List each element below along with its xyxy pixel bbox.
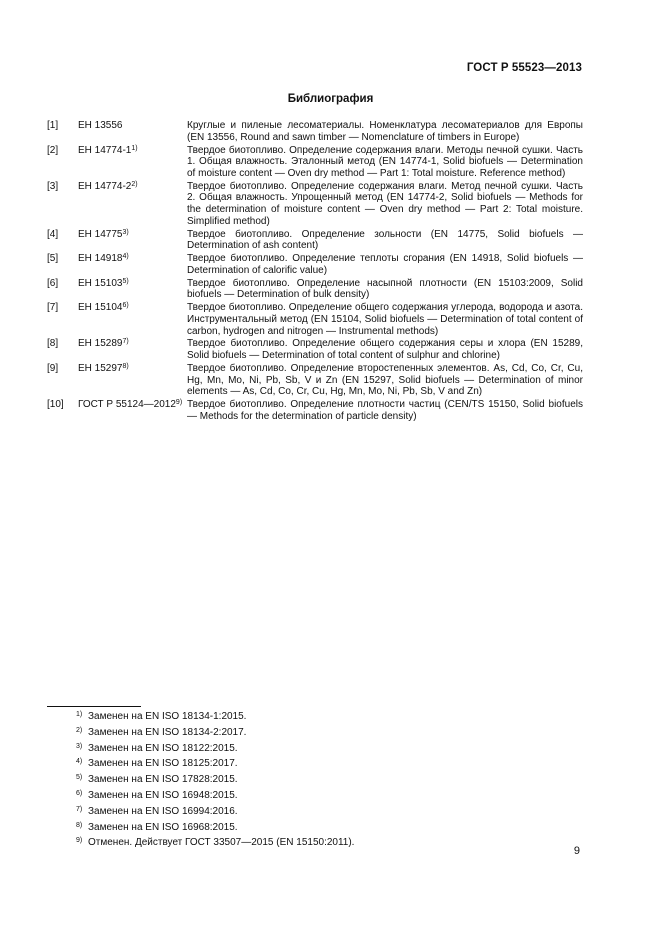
- footnote-mark: 4): [122, 253, 129, 261]
- footnote: [76, 837, 476, 849]
- entry-number: [1]: [47, 120, 59, 131]
- entry-number: [4]: [47, 228, 59, 240]
- footnote-mark: 1): [131, 144, 138, 152]
- entry-title: Твердое биотопливо. Определение плотности частиц (CEN/TS 15150, Solid biofuels — Methods for the determination of particle density): [187, 399, 583, 422]
- entry-code-text: ЕН 14774-2: [78, 180, 132, 192]
- footnote-text: Заменен на EN ISO 17828:2015.: [88, 774, 238, 786]
- entry-title: Твердое биотопливо. Определение содержания влаги. Метод печной сушки. Часть 2. Общая влажность. Упрощенный метод (EN 14774-2, Solid biofuels — Methods for the determination of moisture content — Oven dry method — Part 2: Total moisture. Simplified method): [187, 180, 583, 227]
- footnote-text: Заменен на EN ISO 18134-2:2017.: [88, 726, 247, 738]
- footnotes-list: [76, 711, 476, 853]
- bibliography-entry: [47, 229, 583, 252]
- bibliography-entry: [47, 302, 583, 337]
- bibliography-title: Библиография: [287, 93, 374, 105]
- entry-code: [78, 229, 187, 241]
- footnote-mark: 6): [76, 789, 83, 797]
- entry-code-text: ЕН 15297: [78, 362, 123, 374]
- entry-code: [78, 363, 187, 375]
- footnote-text: Отменен. Действует ГОСТ 33507—2015 (EN 15150:2011).: [88, 837, 355, 849]
- bibliography-entry: [47, 399, 583, 422]
- footnote-mark: 8): [122, 362, 129, 370]
- entry-number: [2]: [47, 144, 59, 156]
- footnote-mark: 5): [76, 774, 83, 782]
- entry-code-text: ЕН 14918: [78, 253, 123, 265]
- footnote-text: Заменен на EN ISO 16994:2016.: [88, 805, 238, 817]
- footnote-mark: 9): [76, 837, 83, 845]
- footnote-mark: 8): [76, 821, 83, 829]
- footnote: [76, 822, 476, 834]
- entry-code: [78, 145, 187, 157]
- entry-title: Круглые и пиленые лесоматериалы. Номенклатура лесоматериалов для Европы (EN 13556, Round and sawn timber — Nomenclature of timbers in Europe): [187, 120, 583, 143]
- bibliography-entry: [47, 363, 583, 398]
- entry-number: [5]: [47, 253, 59, 265]
- footnote-mark: 3): [122, 228, 129, 236]
- footnote: [76, 711, 476, 723]
- footnote-mark: 2): [76, 726, 83, 734]
- entry-number: [6]: [47, 277, 59, 289]
- footnote: [76, 743, 476, 755]
- entry-code-text: ЕН 15103: [78, 277, 123, 289]
- entry-code: [78, 181, 187, 193]
- entry-code-text: ЕН 14775: [78, 228, 123, 240]
- entry-title: Твердое биотопливо. Определение общего содержания серы и хлора (EN 15289, Solid biofuels — Determination of total content of sulphur and chlorine): [187, 338, 583, 362]
- bibliography-entry: [47, 181, 583, 228]
- footnote-mark: 9): [175, 399, 183, 407]
- entry-code: [78, 120, 187, 132]
- entry-code: [78, 302, 187, 314]
- bibliography-entry: [47, 120, 583, 143]
- footnote-divider: [47, 706, 141, 707]
- footnote: [76, 806, 476, 818]
- entry-code: [78, 278, 187, 290]
- footnote-mark: 7): [122, 338, 129, 346]
- footnote-mark: 1): [76, 711, 83, 718]
- footnote: [76, 727, 476, 739]
- footnote-text: Заменен на EN ISO 18125:2017.: [88, 758, 238, 770]
- entry-code: [78, 338, 187, 350]
- entry-code-text: ЕН 15104: [78, 302, 123, 314]
- footnote-mark: 2): [131, 180, 138, 188]
- page-number: 9: [573, 845, 580, 857]
- entry-number: [3]: [47, 180, 59, 192]
- bibliography-entry: [47, 278, 583, 301]
- footnote: [76, 758, 476, 770]
- entry-title: Твердое биотопливо. Определение зольности (EN 14775, Solid biofuels — Determination of ash content): [187, 228, 583, 252]
- footnote-text: Заменен на EN ISO 16948:2015.: [88, 789, 238, 801]
- entry-title: Твердое биотопливо. Определение содержания влаги. Методы печной сушки. Часть 1. Общая влажность. Эталонный метод (EN 14774-1, Solid biofuels — Determination of moisture content — Oven dry method — Part 1: Total moisture. Reference method): [187, 144, 583, 179]
- footnote-text: Заменен на EN ISO 16968:2015.: [88, 821, 238, 833]
- document-code: ГОСТ Р 55523—2013: [466, 62, 582, 74]
- footnote-mark: 7): [76, 805, 83, 813]
- bibliography-entry: [47, 338, 583, 361]
- entry-number: [9]: [47, 362, 59, 374]
- footnote-mark: 5): [122, 277, 129, 285]
- bibliography-entry: [47, 145, 583, 180]
- entry-number: [10]: [47, 399, 64, 411]
- footnote-text: Заменен на EN ISO 18122:2015.: [88, 742, 238, 754]
- entry-code-text: ГОСТ Р 55124—2012: [78, 399, 176, 411]
- footnote-mark: 6): [122, 302, 129, 310]
- bibliography-entry: [47, 253, 583, 276]
- footnote-mark: 4): [76, 758, 83, 766]
- entry-code-text: ЕН 15289: [78, 338, 123, 350]
- entry-number: [8]: [47, 338, 59, 350]
- bibliography-list: [47, 120, 583, 424]
- entry-title: Твердое биотопливо. Определение второстепенных элементов. As, Cd, Co, Cr, Cu, Hg, Mn, Mo, Ni, Pb, Sb, V и Zn (EN 15297, Solid biofuels — Determination of minor elements — As, Cd, Co, Cr, Cu, Hg, Mn, Mo, Ni, Pb, Sb, V and Zn): [187, 362, 583, 398]
- entry-code-text: ЕН 14774-1: [78, 144, 132, 156]
- entry-code: [78, 399, 187, 411]
- entry-code-text: ЕН 13556: [78, 120, 123, 131]
- entry-title: Твердое биотопливо. Определение насыпной плотности (EN 15103:2009, Solid biofuels — Determination of bulk density): [187, 277, 583, 301]
- footnote: [76, 774, 476, 786]
- footnote-text: Заменен на EN ISO 18134-1:2015.: [88, 711, 247, 722]
- entry-number: [7]: [47, 302, 59, 314]
- entry-title: Твердое биотопливо. Определение общего содержания углерода, водорода и азота. Инструментальный метод (EN 15104, Solid biofuels — Determination of total content of carbon, hydrogen and nitrogen — Instrumental methods): [187, 302, 583, 337]
- entry-code: [78, 253, 187, 265]
- entry-title: Твердое биотопливо. Определение теплоты сгорания (EN 14918, Solid biofuels — Determination of calorific value): [187, 253, 583, 276]
- footnote-mark: 3): [76, 742, 83, 750]
- footnote: [76, 790, 476, 802]
